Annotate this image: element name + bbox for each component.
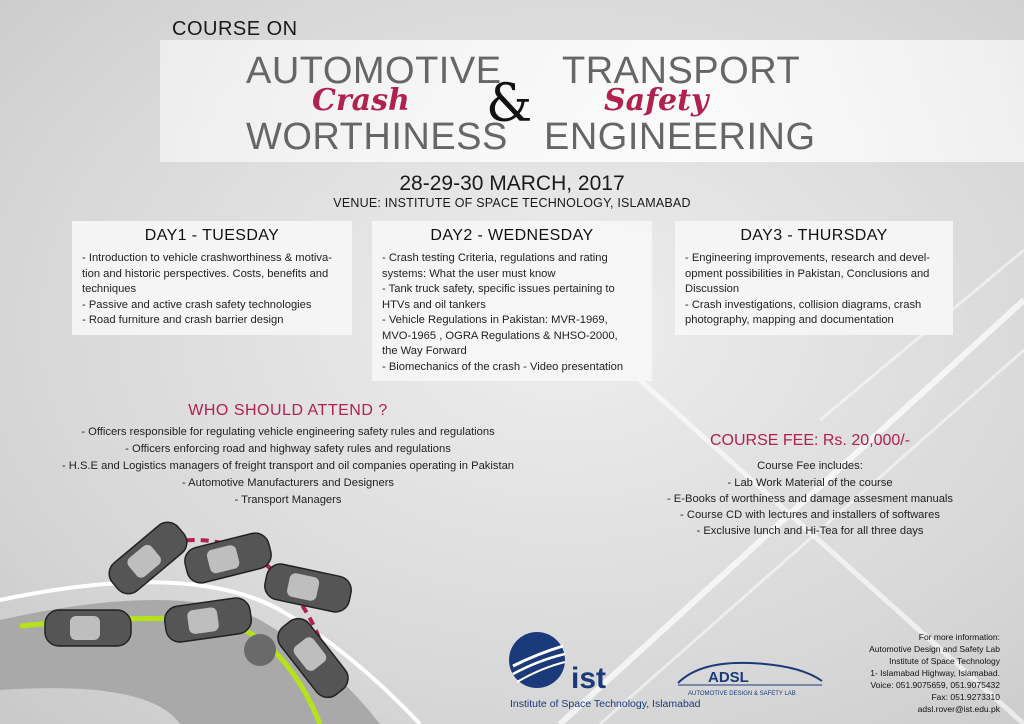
list-item: - Biomechanics of the crash - Video presentation	[382, 360, 624, 373]
contact-info	[840, 631, 1000, 715]
ist-logo	[505, 628, 635, 708]
ist-logo-text: ist	[571, 662, 607, 695]
list-item: - Tank truck safety, specific issues pertaining to	[382, 283, 615, 295]
crash-illustration	[0, 500, 440, 724]
title-engineering: ENGINEERING	[544, 116, 816, 158]
day1-box	[72, 221, 352, 335]
ist-name: Institute of Space Technology, Islamabad	[510, 698, 701, 710]
day3-list	[685, 251, 943, 329]
list-item: HTVs and oil tankers	[382, 298, 486, 311]
day1-title: DAY1 - TUESDAY	[144, 227, 280, 244]
title-safety-script: Safety	[604, 83, 709, 118]
day3-title: DAY3 - THURSDAY	[740, 227, 888, 244]
title-automotive: AUTOMOTIVE	[246, 50, 502, 92]
course-fee-title: COURSE FEE: Rs. 20,000/-	[709, 432, 911, 449]
list-item: - Transport Managers	[234, 494, 342, 506]
list-item: MVO-1965 , OGRA Regulations & NHSO-2000,	[382, 329, 618, 342]
contact-line: Voice: 051.9075659, 051.9075432	[870, 680, 1000, 690]
list-item: - Road furniture and crash barrier design	[82, 314, 284, 326]
day2-box	[372, 221, 652, 381]
list-item: - Vehicle Regulations in Pakistan: MVR-1969,	[382, 314, 608, 326]
list-item: photography, mapping and documentation	[685, 314, 894, 326]
contact-line: Fax: 051.9273310	[931, 692, 1000, 702]
list-item: systems: What the user must know	[382, 267, 556, 280]
event-venue: VENUE: INSTITUTE OF SPACE TECHNOLOGY, ISLAMABAD	[333, 196, 691, 210]
list-item: - Course CD with lectures and installers of softwares	[680, 509, 940, 521]
list-item: tion and historic perspectives. Costs, benefits and	[82, 267, 329, 280]
contact-line: For more information:	[918, 632, 1000, 642]
adsl-logo-text: ADSL	[708, 669, 749, 686]
day2-title: DAY2 - WEDNESDAY	[430, 227, 594, 244]
who-should-attend-title: WHO SHOULD ATTEND ?	[188, 402, 388, 419]
title-worthiness: WORTHINESS	[246, 116, 508, 158]
list-item: - E-Books of worthiness and damage assesment manuals	[666, 493, 954, 505]
contact-line: Automotive Design and Safety Lab	[869, 644, 1000, 654]
list-item: - Crash testing Criteria, regulations and rating	[382, 252, 608, 264]
list-item: - Engineering improvements, research and devel-	[685, 252, 931, 264]
list-item: - Introduction to vehicle crashworthiness & motiva-	[82, 252, 332, 264]
contact-line: Institute of Space Technology	[889, 656, 1000, 666]
title-crash-script: Crash	[312, 83, 410, 118]
day2-list	[382, 251, 642, 375]
course-on-label: COURSE ON	[172, 18, 298, 40]
obstacle-circle	[244, 634, 276, 666]
title-transport: TRANSPORT	[562, 50, 801, 92]
list-item: the Way Forward	[382, 345, 467, 357]
course-fee-subtitle: Course Fee includes:	[757, 460, 863, 472]
title-ampersand: &	[486, 74, 533, 134]
list-item: - Exclusive lunch and Hi-Tea for all three days	[696, 525, 924, 537]
contact-line: 1- Islamabad Highway, Islamabad.	[870, 668, 1000, 678]
contact-email[interactable]: adsl.rover@ist.edu.pk	[917, 704, 1000, 714]
list-item: Discussion	[685, 283, 740, 295]
list-item: opment possibilities in Pakistan, Conclusions and	[685, 267, 930, 280]
list-item: - Passive and active crash safety technologies	[82, 298, 312, 311]
list-item: techniques	[82, 283, 137, 295]
list-item: - Automotive Manufacturers and Designers	[181, 477, 395, 489]
adsl-logo	[670, 655, 830, 700]
list-item: - H.S.E and Logistics managers of freight transport and oil companies operating in Pakistan	[61, 460, 515, 472]
list-item: - Crash investigations, collision diagrams, crash	[685, 298, 922, 311]
day1-list	[82, 251, 342, 329]
event-dates: 28-29-30 MARCH, 2017	[399, 172, 625, 195]
day3-box	[675, 221, 953, 335]
course-fee-list	[640, 475, 980, 539]
list-item: - Officers responsible for regulating vehicle engineering safety rules and regulations	[81, 426, 495, 438]
who-should-attend-list	[0, 424, 576, 509]
adsl-tagline: AUTOMOTIVE DESIGN & SAFETY LAB	[688, 691, 796, 697]
list-item: - Officers enforcing road and highway safety rules and regulations	[125, 443, 451, 455]
list-item: - Lab Work Material of the course	[727, 477, 893, 489]
